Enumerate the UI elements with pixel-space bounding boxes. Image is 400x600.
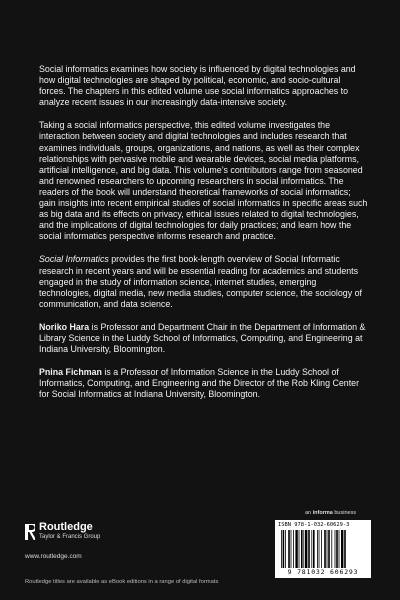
informa-prefix: an bbox=[305, 510, 313, 516]
barcode-digits: 9 781032 606293 bbox=[287, 568, 359, 576]
routledge-logo-icon bbox=[25, 524, 35, 540]
ebook-note: Routledge titles are available as eBook editions in a range of digital formats bbox=[25, 579, 219, 585]
description-paragraph-3-rest: provides the first book-length overview of Social Informatic research in recent years and will be essential reading for academics and students engaged in the study of information science, internet studies, emerging technologies, digital media, new media studies, computer science, the sociology of communication, and data science. bbox=[39, 254, 362, 309]
isbn-label: ISBN 978-1-032-60629-3 bbox=[278, 522, 350, 528]
author-name-1: Noriko Hara bbox=[39, 321, 90, 332]
informa-business-label bbox=[305, 510, 356, 516]
description-paragraph-3 bbox=[39, 254, 369, 309]
description-paragraph-1: Social informatics examines how society is influenced by digital technologies and how digital technologies are shaped by political, economic, and socio-cultural forces. The chapters in this edited volume use social informatics approaches to analyze recent issues in our increasingly data-intensive society. bbox=[39, 64, 356, 108]
barcode-bars bbox=[279, 530, 367, 568]
author-bio-1 bbox=[39, 322, 369, 355]
barcode-box bbox=[275, 520, 371, 578]
author-bio-text-1: is Professor and Department Chair in the Department of Information & Library Science in the Luddy School of Informatics, Computing, and Engineering at Indiana University, Bloomington. bbox=[39, 321, 366, 355]
informa-suffix: business bbox=[332, 510, 357, 516]
author-bio-2 bbox=[39, 367, 369, 400]
publisher-group: Taylor & Francis Group bbox=[39, 534, 101, 540]
author-name-2: Pnina Fichman bbox=[39, 367, 102, 378]
author-bio-text-2: is a Professor of Information Science in the Luddy School of Informatics, Computing, and Engineering and the Director of the Rob Kling Center for Social Informatics at Indiana University, Bloomington. bbox=[39, 367, 360, 400]
description-paragraph-2: Taking a social informatics perspective, this edited volume investigates the interaction between society and digital technologies and includes research that examines individuals, groups, organizations, and nations, as well as their complex relationships with pervasive mobile and wearable devices, social media platforms, artificial intelligence, and big data. This volume’s contributors range from seasoned and renowned researchers to upcoming researchers in social informatics. The readers of the book will understand theoretical frameworks of social informatics; gain insights into recent empirical studies of social informatics in specific areas such as big data and its effects on privacy, ethical issues related to digital technologies, and the implications of digital technologies for daily practices; and learn how the social informatics perspective informs research and practice. bbox=[39, 120, 368, 242]
informa-brand: informa bbox=[312, 510, 333, 516]
book-title-italic: Social Informatics bbox=[39, 254, 109, 265]
publisher-name: Routledge bbox=[39, 521, 93, 533]
back-cover-text bbox=[39, 64, 369, 412]
publisher-url[interactable]: www.routledge.com bbox=[25, 553, 82, 560]
